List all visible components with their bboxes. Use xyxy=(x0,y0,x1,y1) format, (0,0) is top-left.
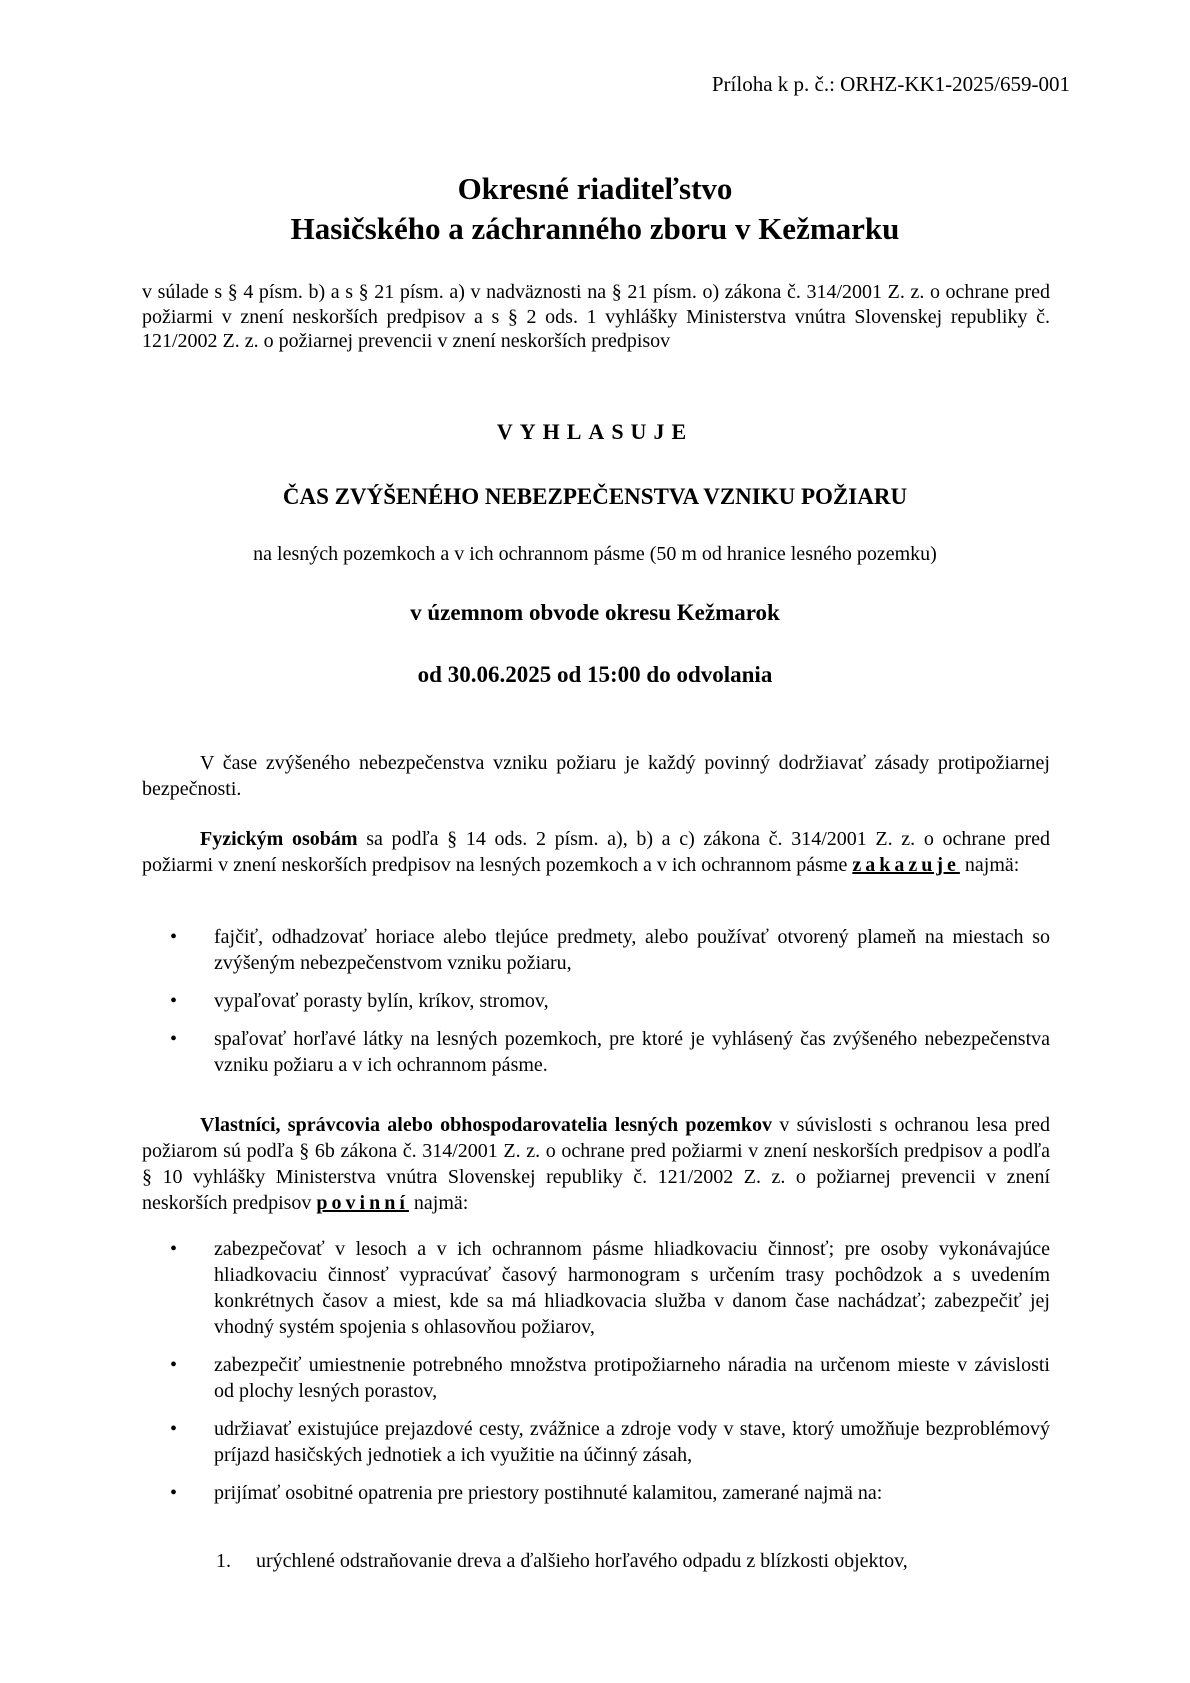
persons-lead: Fyzickým osobám xyxy=(200,828,358,850)
persons-after: najmä: xyxy=(959,854,1020,876)
reference-number: Príloha k p. č.: ORHZ-KK1-2025/659-001 xyxy=(711,72,1070,96)
bullet-icon: • xyxy=(170,926,178,948)
obliged-keyword: povinní xyxy=(316,1192,409,1214)
bullet-icon: • xyxy=(170,1238,178,1260)
list-item-text: vypaľovať porasty bylín, kríkov, stromov, xyxy=(214,990,549,1012)
legal-basis-paragraph: v súlade s § 4 písm. b) a s § 21 písm. a) v nadväznosti na § 21 písm. o) zákona č. 314/2001 Z. z. o ochrane pred požiarmi v znení neskorších predpisov a s § 2 ods. 1 vyhlášky Ministerstva vnútra Slovenskej republiky č. 121/2002 Z. z. o požiarnej prevencii v znení neskorších predpisov xyxy=(142,281,1050,352)
numbered-item-text: urýchlené odstraňovanie dreva a ďalšieho horľavého odpadu z blízkosti objektov, xyxy=(256,1550,908,1572)
item-number: 1. xyxy=(216,1550,231,1572)
list-item xyxy=(142,1416,1050,1468)
declaration-subject: ČAS ZVÝŠENÉHO NEBEZPEČENSTVA VZNIKU POŽIARU xyxy=(282,484,908,509)
list-item-text: fajčiť, odhadzovať horiace alebo tlejúce predmety, alebo používať otvorený plameň na miestach so zvýšeným nebezpečenstvom vzniku požiaru, xyxy=(214,926,1050,974)
prohibits-keyword: zakazuje xyxy=(852,854,960,876)
list-item xyxy=(142,1236,1050,1340)
intro-text: V čase zvýšeného nebezpečenstva vzniku požiaru je každý povinný dodržiavať zásady protipožiarnej bezpečnosti. xyxy=(142,752,1050,800)
bullet-icon: • xyxy=(170,1354,178,1376)
list-item-text: spaľovať horľavé látky na lesných pozemkoch, pre ktoré je vyhlásený čas zvýšeného nebezpečenstva vzniku požiaru a v ich ochrannom pásme. xyxy=(214,1028,1050,1076)
list-item-text: prijímať osobitné opatrenia pre priestory postihnuté kalamitou, zamerané najmä na: xyxy=(214,1482,883,1504)
list-item-text: zabezpečiť umiestnenie potrebného množstva protipožiarneho náradia na určenom mieste v závislosti od plochy lesných porastov, xyxy=(214,1354,1050,1402)
declaration-area: v územnom obvode okresu Kežmarok xyxy=(410,600,780,625)
list-item xyxy=(142,924,1050,976)
list-item xyxy=(142,1352,1050,1404)
bullet-icon: • xyxy=(170,1028,178,1050)
persons-paragraph xyxy=(142,826,1050,878)
declaration-verb: VYHLASUJE xyxy=(496,419,694,444)
authority-name-subtitle: Hasičského a záchranného zboru v Kežmarku xyxy=(290,211,900,246)
owners-after: najmä: xyxy=(408,1192,469,1214)
bullet-icon: • xyxy=(170,1482,178,1504)
list-item-text: zabezpečovať v lesoch a v ich ochrannom pásme hliadkovaciu činnosť; pre osoby vykonávajúce hliadkovaciu činnosť vypracúvať časový harmonogram s určením trasy pochôdzok a s uvedením konkrétnych časov a miest, kde sa má hliadkovacia služba v danom čase nachádzať; zabezpečiť jej vhodný systém spojenia s ohlasovňou požiarov, xyxy=(214,1238,1050,1338)
obligations-list xyxy=(142,1236,1050,1518)
list-item xyxy=(142,988,1050,1014)
persons-text: sa podľa § 14 ods. 2 písm. a), b) a c) zákona č. 314/2001 Z. z. o ochrane pred požiarmi v znení neskorších predpisov na lesných pozemkoch a v ich ochrannom pásme xyxy=(142,828,1050,876)
declaration-period: od 30.06.2025 od 15:00 do odvolania xyxy=(417,662,773,687)
owners-lead: Vlastníci, správcovia alebo obhospodarovatelia lesných pozemkov xyxy=(200,1114,773,1136)
bullet-icon: • xyxy=(170,990,178,1012)
numbered-item xyxy=(216,1548,908,1574)
intro-paragraph xyxy=(142,750,1050,802)
list-item xyxy=(142,1480,1050,1506)
owners-text: v súvislosti s ochranou lesa pred požiarom sú podľa § 6b zákona č. 314/2001 Z. z. o ochrane pred požiarmi v znení neskorších predpisov a podľa § 10 vyhlášky Ministerstva vnútra Slovenskej republiky č. 121/2002 Z. z. o požiarnej prevencii v znení neskorších predpisov xyxy=(142,1114,1051,1214)
bullet-icon: • xyxy=(170,1418,178,1440)
owners-paragraph xyxy=(142,1112,1050,1216)
declaration-scope: na lesných pozemkoch a v ich ochrannom pásme (50 m od hranice lesného pozemku) xyxy=(253,543,937,565)
list-item-text: udržiavať existujúce prejazdové cesty, zvážnice a zdroje vody v stave, ktorý umožňuje bezproblémový príjazd hasičských jednotiek a ich využitie na účinný zásah, xyxy=(214,1418,1050,1466)
prohibitions-list xyxy=(142,924,1050,1078)
list-item xyxy=(142,1026,1050,1078)
authority-name: Okresné riaditeľstvo xyxy=(457,171,733,206)
